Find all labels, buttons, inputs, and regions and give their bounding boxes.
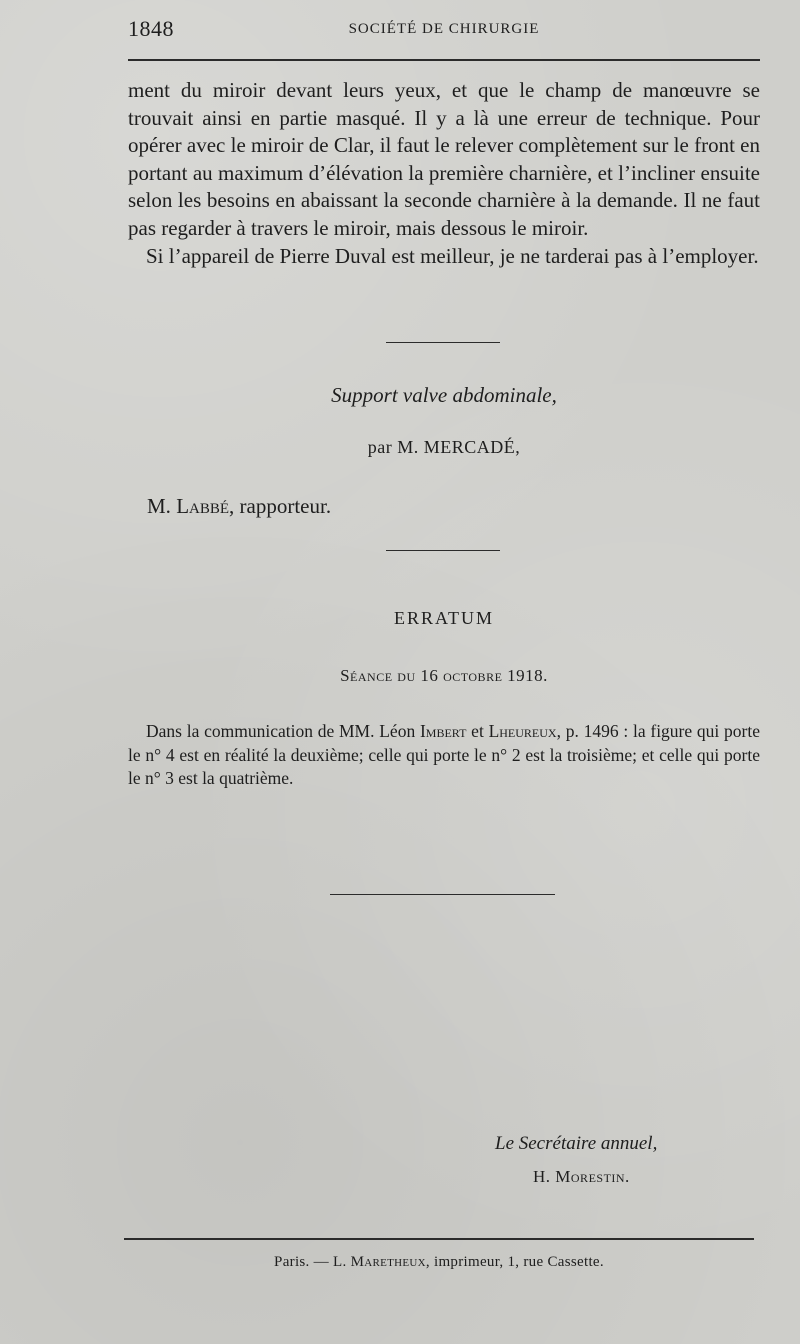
rapporteur-suffix: , rapporteur.	[229, 494, 332, 518]
erratum-heading: ERRATUM	[393, 608, 494, 628]
body-paragraph-1: ment du miroir devant leurs yeux, et que le champ de manœuvre se trouvait ainsi en partie masqué. Il y a là une erreur de technique. Pour opérer avec le miroir de Clar, il faut le relever complètement sur le front en portant au maximum d’élévation la première charnière, et l’incliner ensuite selon les besoins en abaissant la seconde charnière à la demande. Il ne faut pas regarder à travers le miroir, mais dessous le miroir.	[128, 78, 760, 240]
rapporteur-prefix: M.	[147, 494, 177, 518]
rapporteur-line	[147, 494, 331, 519]
erratum-paragraph	[128, 720, 760, 791]
erratum-text-part-2: et	[466, 721, 489, 741]
printer-name: Maretheux	[350, 1254, 426, 1270]
running-head: SOCIÉTÉ DE CHIRURGIE	[348, 21, 540, 37]
article-author: par M. MERCADÉ,	[367, 437, 521, 457]
section-divider-3	[330, 894, 555, 895]
printer-prefix: Paris. — L.	[274, 1254, 351, 1270]
article-title: Support valve abdominale,	[331, 383, 557, 407]
page-number: 1848	[128, 16, 174, 41]
erratum-text-part-1: Dans la communication de MM. Léon	[146, 721, 420, 741]
section-divider-1	[386, 342, 500, 343]
erratum-author-1: Imbert	[419, 721, 467, 741]
signature-role: Le Secrétaire annuel,	[495, 1133, 658, 1154]
rapporteur-name: Labbé	[176, 494, 230, 518]
body-text	[128, 77, 760, 270]
erratum-text	[128, 720, 760, 791]
erratum-seance: Séance du 16 octobre 1918.	[340, 666, 548, 685]
page-header	[128, 16, 760, 46]
erratum-author-2: Lheureux	[488, 721, 557, 741]
erratum-text-part-3: , p. 1496 : la figure qui porte le n° 4 est en réalité la deuxième; celle qui porte le n° 2 est la troisième; et celle qui porte le n° 3 est la quatrième.	[128, 721, 760, 788]
footer-rule	[124, 1238, 754, 1240]
printer-suffix: , imprimeur, 1, rue Cassette.	[425, 1254, 604, 1270]
body-paragraph-2: Si l’appareil de Pierre Duval est meilleur, je ne tarderai pas à l’employer.	[146, 243, 759, 268]
header-rule	[128, 59, 760, 61]
printer-line	[124, 1254, 754, 1271]
signature-name: H. Morestin.	[533, 1167, 630, 1186]
section-divider-2	[386, 550, 500, 551]
